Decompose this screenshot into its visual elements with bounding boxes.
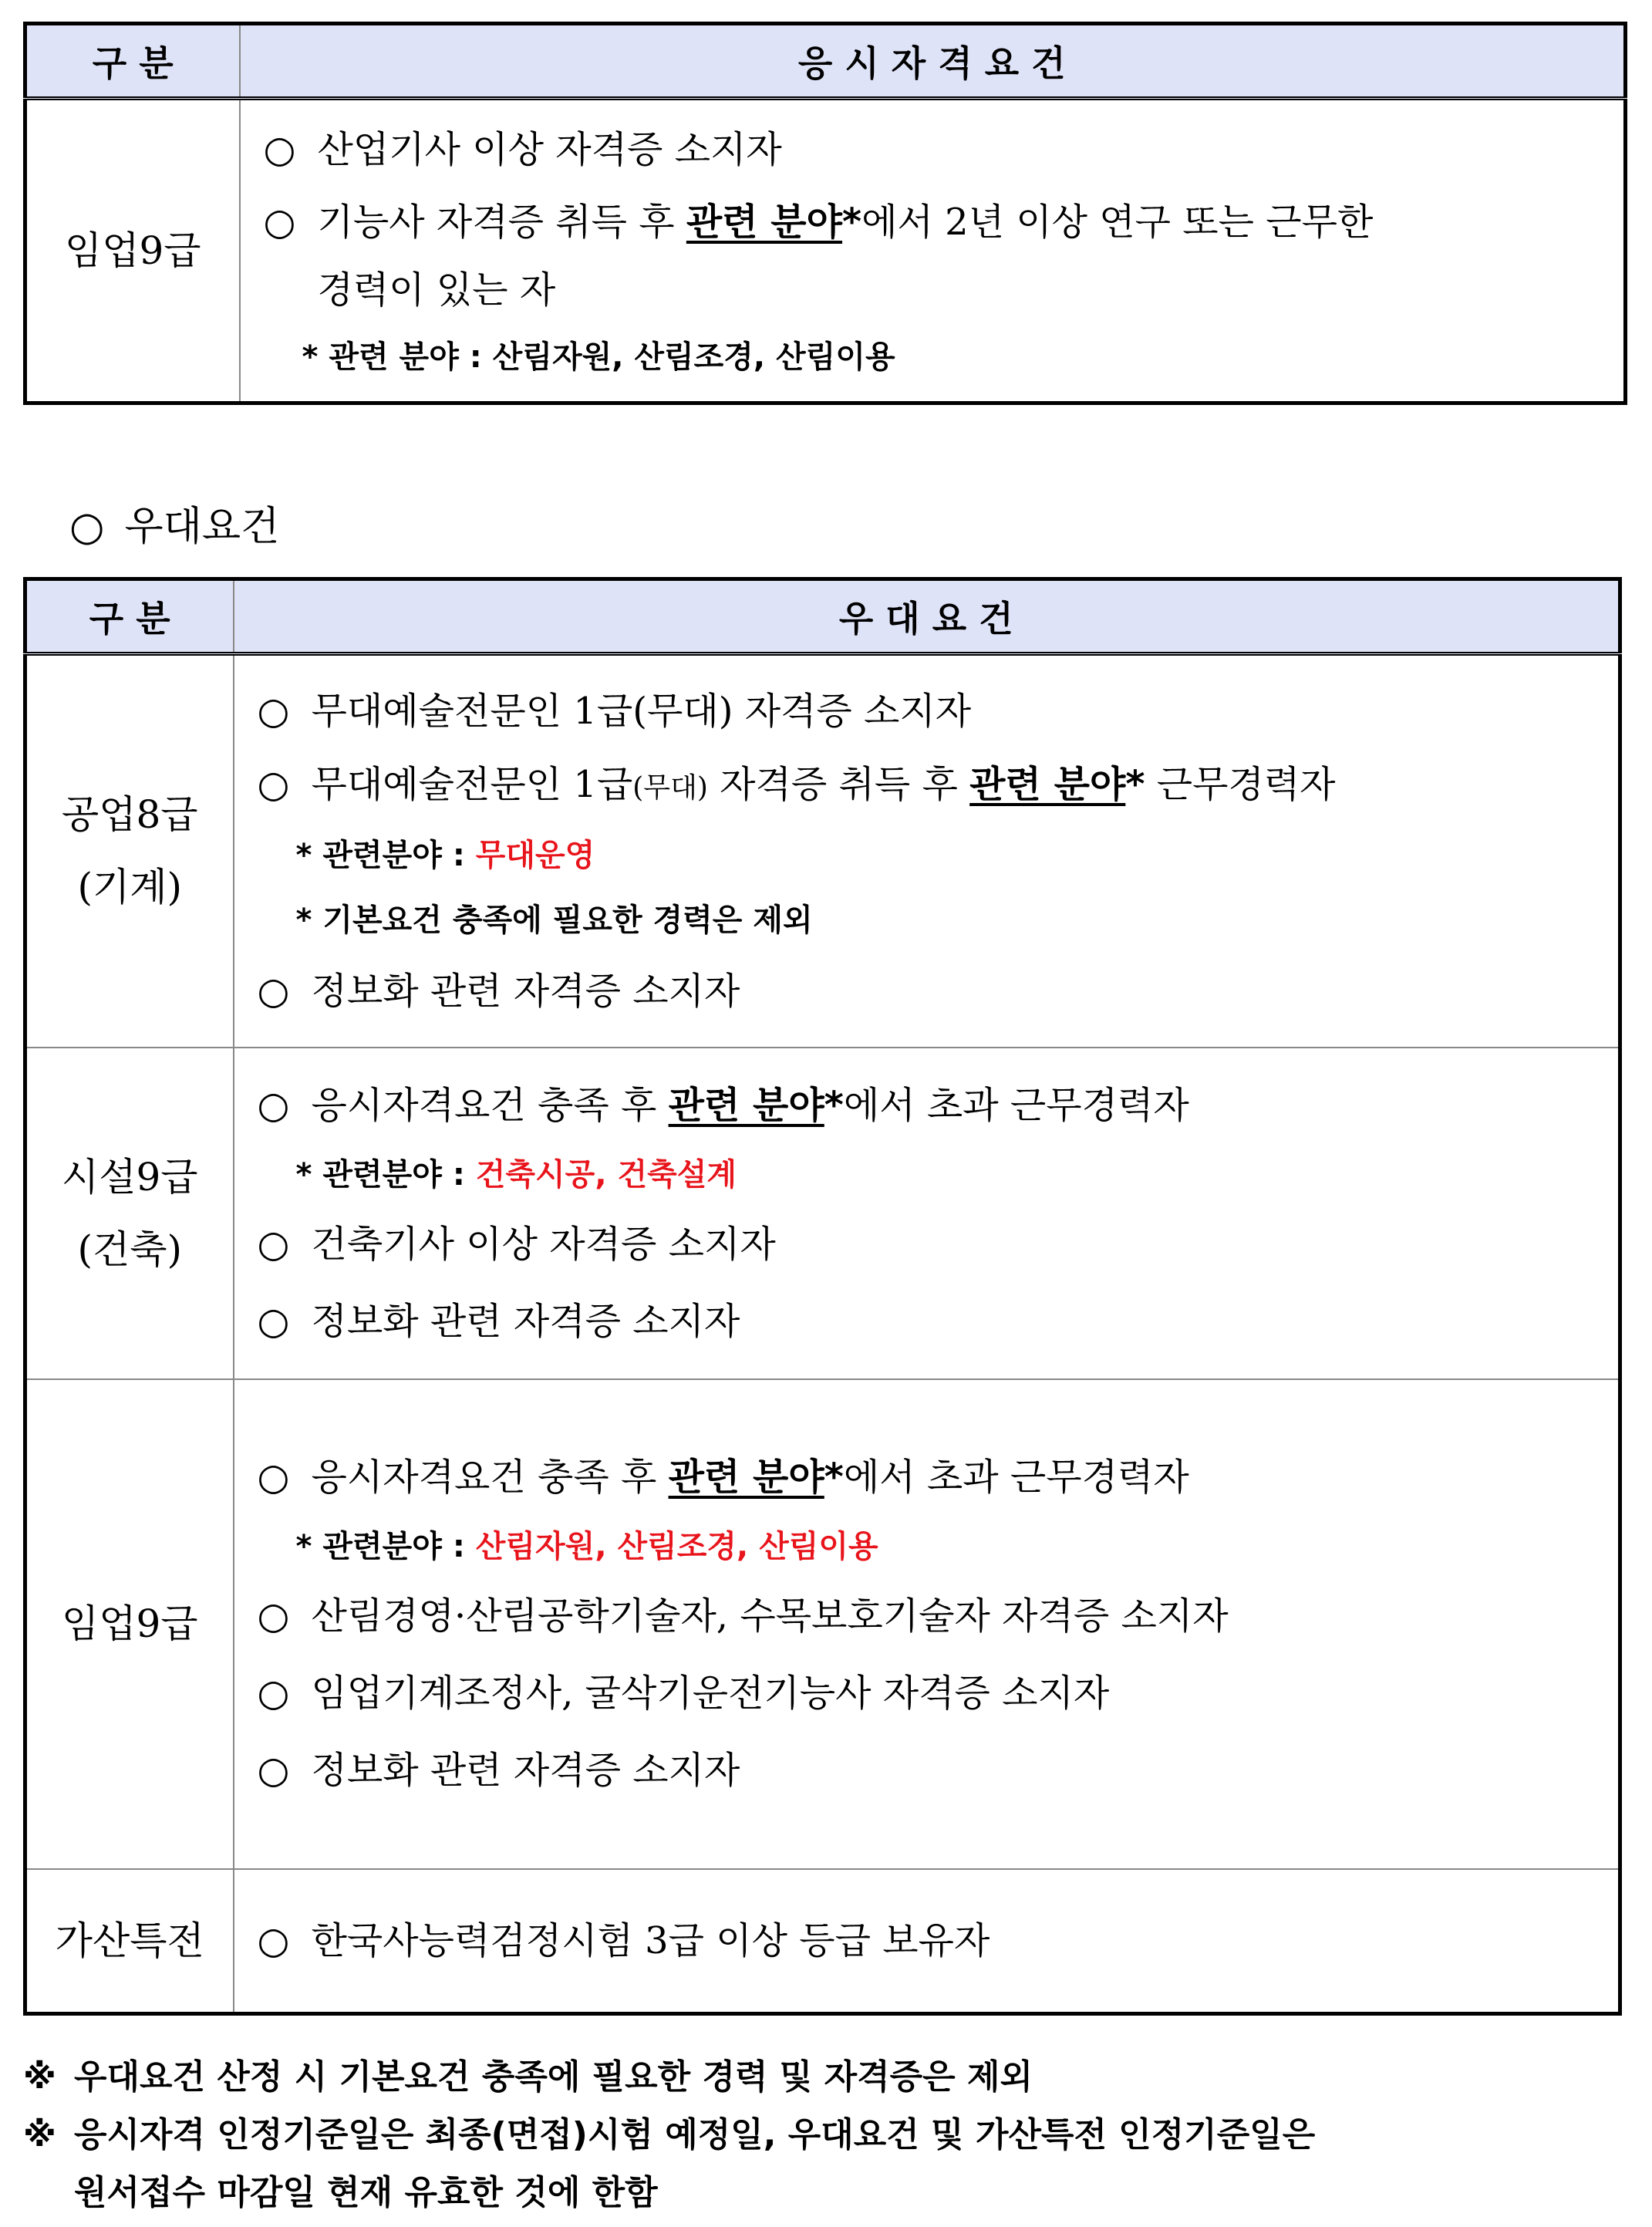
preference-table-header	[25, 579, 1620, 654]
row-preferences	[234, 654, 1620, 1048]
preference-item: ○ 한국사능력검정시험 3급 이상 등급 보유자	[258, 1902, 1603, 1979]
bullet-icon: ○	[257, 1749, 290, 1792]
qualification-table-header	[25, 24, 1626, 99]
preference-item: ○ 무대예술전문인 1급(무대) 자격증 취득 후 관련 분야* 근무경력자	[258, 750, 1603, 823]
requirement-item: ○ 산업기사 이상 자격증 소지자	[264, 111, 1609, 188]
table-row	[25, 654, 1620, 1048]
related-field-note: * 관련분야 : 무대운영	[295, 837, 595, 873]
header-requirements: 응 시 자 격 요 건	[240, 24, 1626, 99]
bullet-icon: ○	[257, 1672, 290, 1715]
reference-mark-icon: ※	[23, 2057, 56, 2097]
preference-item: ○ 응시자격요건 충족 후 관련 분야*에서 초과 근무경력자	[258, 1067, 1603, 1144]
bullet-icon: ○	[257, 1222, 290, 1266]
row-preferences	[234, 1379, 1620, 1869]
row-category: 공업8급 (기계)	[25, 654, 234, 1048]
header-category: 구 분	[25, 24, 240, 99]
row-preferences	[234, 1048, 1620, 1379]
footnote: ※ 응시자격 인정기준일은 최종(면접)시험 예정일, 우대요건 및 가산특전 인정기준일은 원서접수 마감일 현재 유효한 것에 한함	[23, 2106, 1635, 2222]
related-field-note: * 관련 분야 : 산림자원, 산림조경, 산림이용	[302, 339, 895, 375]
preference-item: ○ 응시자격요건 충족 후 관련 분야*에서 초과 근무경력자	[258, 1439, 1603, 1516]
requirement-item-continued: 경력이 있는 자	[317, 268, 556, 312]
bullet-icon: ○	[257, 969, 290, 1013]
preference-item: ○ 산림경영·산림공학기술자, 수목보호기술자 자격증 소지자	[258, 1577, 1603, 1655]
bullet-icon: ○	[257, 1456, 290, 1499]
bullet-icon: ○	[257, 1594, 290, 1638]
preference-item: ○ 임업기계조정사, 굴삭기운전기능사 자격증 소지자	[258, 1655, 1603, 1732]
header-preferences: 우 대 요 건	[234, 579, 1620, 654]
row-preferences	[234, 1869, 1620, 2014]
bullet-icon: ○	[257, 1083, 290, 1127]
table-row	[25, 1048, 1620, 1379]
preference-item: ○ 정보화 관련 자격증 소지자	[258, 1732, 1603, 1809]
bullet-icon: ○	[257, 1299, 290, 1343]
bullet-icon: ○	[257, 762, 290, 806]
related-field-note: * 관련분야 : 건축시공, 건축설계	[295, 1156, 737, 1193]
header-category: 구 분	[25, 579, 234, 654]
row-category: 시설9급 (건축)	[25, 1048, 234, 1379]
section-title: ○ 우대요건	[69, 504, 280, 550]
row-category: 가산특전	[25, 1869, 234, 2014]
qualification-table	[23, 22, 1627, 405]
table-row	[25, 1379, 1620, 1869]
keyword-related-field: 관련 분야	[668, 1456, 824, 1499]
keyword-related-field: 관련 분야	[668, 1083, 824, 1127]
reference-mark-icon: ※	[23, 2115, 56, 2154]
keyword-related-field: 관련 분야	[969, 762, 1126, 806]
preference-item: ○ 무대예술전문인 1급(무대) 자격증 소지자	[258, 673, 1603, 750]
footnotes	[23, 2048, 1635, 2222]
preference-table	[23, 577, 1622, 2016]
preference-item: ○ 정보화 관련 자격증 소지자	[258, 1283, 1603, 1360]
bullet-icon: ○	[263, 128, 296, 171]
table-row	[25, 99, 1626, 403]
bullet-icon: ○	[257, 689, 290, 733]
keyword-related-field: 관련 분야	[686, 201, 843, 244]
exclusion-note: * 기본요건 충족에 필요한 경력은 제외	[295, 902, 813, 938]
preference-item: ○ 건축기사 이상 자격증 소지자	[258, 1206, 1603, 1283]
bullet-icon: ○	[263, 201, 296, 244]
table-row	[25, 1869, 1620, 2014]
preference-item: ○ 정보화 관련 자격증 소지자	[258, 953, 1603, 1030]
row-category: 임업9급	[25, 99, 240, 403]
related-field-note: * 관련분야 : 산림자원, 산림조경, 산림이용	[295, 1529, 878, 1564]
row-category: 임업9급	[25, 1379, 234, 1869]
requirement-item: ○ 기능사 자격증 취득 후 관련 분야*에서 2년 이상 연구 또는 근무한	[264, 188, 1609, 256]
footnote: ※ 우대요건 산정 시 기본요건 충족에 필요한 경력 및 자격증은 제외	[23, 2048, 1635, 2106]
bullet-icon: ○	[69, 504, 105, 550]
row-requirements	[240, 99, 1626, 403]
bullet-icon: ○	[257, 1918, 290, 1962]
